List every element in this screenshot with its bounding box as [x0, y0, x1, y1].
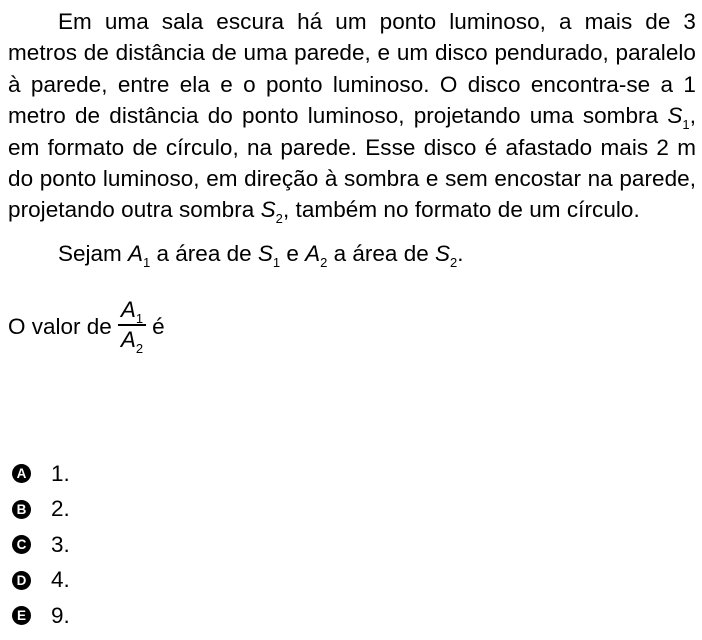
ratio-suffix: é — [152, 313, 165, 339]
option-e-text: 9. — [51, 602, 70, 628]
problem-text-part3: , também no formato de um círculo. — [282, 197, 640, 223]
fraction-numerator: $A_1$ — [120, 296, 144, 326]
ratio-prefix: O valor de — [8, 313, 112, 339]
shadow-s1-ref: $S_1$ — [257, 240, 281, 270]
answer-options — [12, 456, 70, 634]
area-a1: $A_1$ — [128, 240, 151, 270]
option-b[interactable] — [12, 492, 70, 528]
problem-text-part1: Em uma sala escura há um ponto luminoso, a mais de 3 metros de distância de uma parede, e um disco pendurado, paralelo à parede, entre ela e o ponto luminoso. O disco encontra-se a 1 metro de distância do ponto luminoso, projetando uma sombra — [8, 9, 696, 129]
option-a-text: 1. — [51, 460, 70, 486]
option-d[interactable] — [12, 563, 70, 599]
shadow-s2: $S_2$ — [260, 197, 283, 227]
option-d-badge-icon: D — [12, 571, 31, 590]
shadow-s1: $S_1$ — [667, 103, 690, 133]
option-a[interactable] — [12, 456, 70, 492]
area-a2: $A_2$ — [305, 240, 328, 270]
option-c-badge-icon: C — [12, 535, 31, 554]
option-a-badge-icon: A — [12, 464, 31, 483]
option-b-text: 2. — [51, 496, 70, 522]
definition-line: Sejam $A_1$ a área de $S_1$ e $A_2$ a área de $S_2$. — [58, 240, 464, 270]
option-c-text: 3. — [51, 531, 70, 557]
problem-paragraph — [8, 6, 696, 226]
option-c[interactable] — [12, 527, 70, 563]
question-statement — [8, 6, 696, 362]
option-d-text: 4. — [51, 567, 70, 593]
ratio-question — [8, 292, 696, 362]
fraction-denominator: $A_2$ — [120, 326, 144, 356]
option-b-badge-icon: B — [12, 500, 31, 519]
option-e-badge-icon: E — [12, 606, 31, 625]
option-e[interactable] — [12, 598, 70, 634]
ratio-fraction — [118, 296, 146, 354]
shadow-s2-ref: $S_2$ — [434, 240, 458, 270]
problem-text-part2: , em formato de círculo, na parede. Esse disco é afastado mais 2 m do ponto luminoso, em direção à sombra e sem encostar na parede, projetando outra sombra — [8, 103, 696, 223]
